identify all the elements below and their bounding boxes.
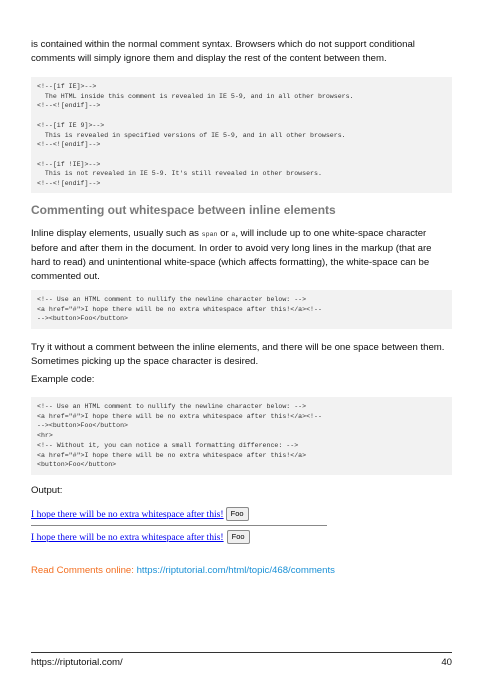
para2-after: , will include up to one white-space character before and after them in the document. In order to avoid very long lines in the markup (that are hard to read) and unintentional white-space (which affects formatting), the white-space can be commented out. (31, 228, 432, 282)
foo-button[interactable]: Foo (227, 530, 250, 544)
example-code-label: Example code: (31, 374, 95, 385)
footer-site: https://riptutorial.com/ (31, 657, 123, 668)
output-label: Output: (31, 485, 63, 496)
foo-button[interactable]: Foo (226, 507, 249, 521)
code-span-inline: span (201, 231, 218, 238)
code-a-inline: a (231, 231, 236, 238)
output-row-with-whitespace (31, 528, 250, 546)
read-online-label: Read Comments online: (31, 565, 137, 576)
output-row-no-whitespace (31, 505, 249, 523)
footer-divider (31, 652, 452, 653)
read-online-line (31, 565, 335, 576)
para2-before: Inline display elements, usually such as (31, 228, 202, 239)
para2-or: or (217, 228, 232, 239)
demo-link[interactable]: I hope there will be no extra whitespace after this! (31, 531, 224, 543)
demo-link[interactable]: I hope there will be no extra whitespace after this! (31, 508, 224, 520)
section-heading: Commenting out whitespace between inline elements (31, 203, 336, 217)
output-divider (31, 525, 327, 526)
output-demo (31, 505, 327, 549)
intro-paragraph: is contained within the normal comment syntax. Browsers which do not support conditional comments will simply ignore them and display the rest of the content between them. (31, 39, 415, 64)
try-it-paragraph: Try it without a comment between the inline elements, and there will be one space between them. Sometimes picking up the space character is desired. (31, 342, 445, 367)
conditional-comments-code-block: <!--[if IE]>--> The HTML inside this comment is revealed in IE 5-9, and in all other browsers. <!--<![endif]--> <!--[if IE 9]>--> This is revealed in specified versions of IE 5-9, and in all other browsers. <!--<![endif]--> <!--[if !IE]>--> This is not revealed in IE 5-9. It's still revealed in other browsers. <!--<![endif]--> (31, 77, 452, 193)
example-code-block: <!-- Use an HTML comment to nullify the newline character below: --> <a href="#">I hope there will be no extra whitespace after this!</a><!-- --><button>Foo</button> <hr> <!-- Without it, you can notice a small formatting difference: --> <a href="#">I hope there will be no extra whitespace after this!</a> <button>Foo</button> (31, 397, 452, 475)
inline-elements-paragraph (31, 227, 452, 284)
page-number: 40 (441, 657, 452, 668)
read-online-link[interactable]: https://riptutorial.com/html/topic/468/comments (136, 565, 335, 576)
whitespace-code-block: <!-- Use an HTML comment to nullify the newline character below: --> <a href="#">I hope there will be no extra whitespace after this!</a><!-- --><button>Foo</button> (31, 290, 452, 329)
